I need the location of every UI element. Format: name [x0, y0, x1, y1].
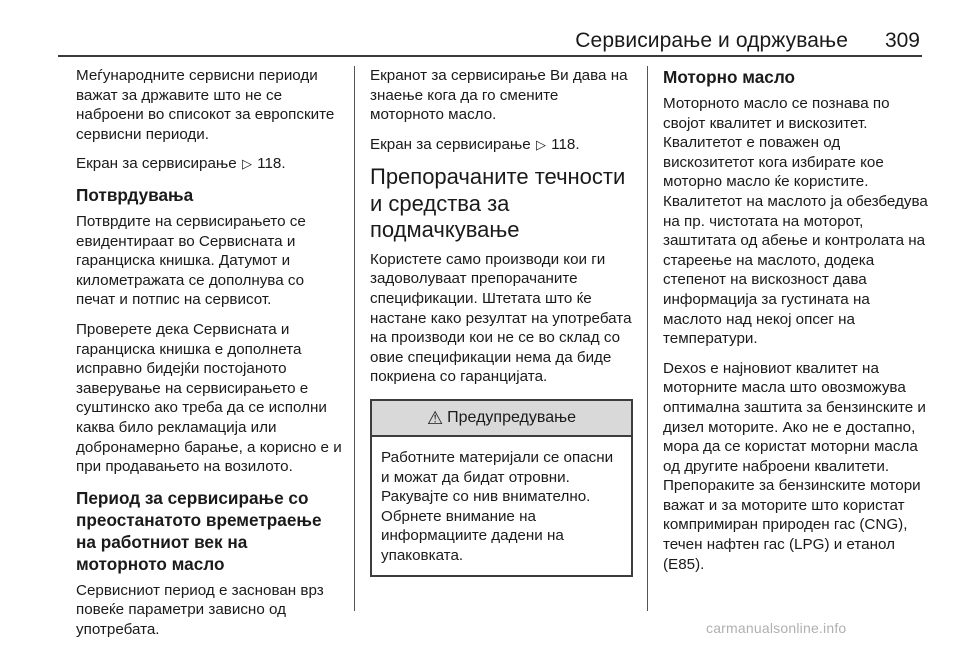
reference-label: Екран за сервисирање [76, 155, 237, 173]
service-screen-paragraph: Екранот за сервисирање Ви дава на знаење кога да го смените моторното масло. [370, 67, 628, 124]
heading-recommended-fluids: Препорачаните течности и средства за подмачкување [370, 164, 626, 243]
column-left [76, 66, 342, 649]
engine-oil-paragraph-1: Моторното масло се познава по својот квалитет и вискозитет. Квалитетот е поважен од вискозитетот кога избирате кое моторно масло ќе користите. Квалитетот на маслото ја обезбедува на пр. чистотата на моторот, заштитата од абење и контролата на стареење на маслото, додека степенот на вискозност дава информација за густината на маслото над некој опсег на температури. [663, 95, 928, 348]
column-divider-right [647, 66, 648, 611]
warning-title: Предупредување [447, 409, 576, 427]
intro-paragraph: Меѓународните сервисни периоди важат за државите што не се наброени во списокот за европските сервисни периоди. [76, 67, 335, 143]
watermark: carmanualsonline.info [706, 620, 847, 636]
column-divider-left [354, 66, 355, 611]
confirmations-paragraph-2: Проверете дека Сервисната и гаранциска книшка е дополнета исправно бидејќи постојаното заверување на сервисирањето е суштинско ако треба да се исполни каква било рекламација или добронамерно барање, а корисно е и при продавањето на возилото. [76, 320, 342, 476]
page-reference-arrow-icon: ▷ [535, 136, 546, 152]
service-screen-reference-2[interactable] [370, 135, 632, 155]
warning-box [370, 399, 633, 577]
reference-page: 118. [257, 155, 286, 173]
reference-label: Екран за сервисирање [370, 135, 531, 153]
heading-service-period: Период за сервисирање со преостанатото времетраење на работниот век на моторното масло [76, 487, 322, 574]
confirmations-paragraph-1: Потврдите на сервисирањето се евидентираат во Сервисната и гаранциска книшка. Датумот и километражата се дополнува со печат и потпис на сервисот. [76, 212, 306, 309]
column-right [663, 66, 929, 584]
service-period-paragraph: Сервисниот период е заснован врз повеќе параметри зависно од употребата. [76, 581, 324, 638]
warning-text: Работните материјали се опасни и можат да бидат отровни. Ракувајте со нив внимателно. Обрнете внимание на информациите дадени на упаковката. [381, 449, 614, 564]
header-title: Сервисирање и одржување [575, 29, 848, 52]
page-header [58, 27, 922, 57]
heading-engine-oil: Моторно масло [663, 67, 796, 87]
heading-confirmations: Потврдувања [76, 184, 194, 205]
warning-header [372, 401, 631, 437]
reference-page: 118. [551, 135, 580, 153]
page-number: 309 [884, 29, 920, 52]
service-screen-reference[interactable] [76, 154, 342, 174]
warning-triangle-icon: ⚠ [427, 408, 444, 429]
page-reference-arrow-icon: ▷ [241, 156, 252, 172]
recommended-fluids-paragraph: Користете само производи кои ги задоволуваат препорачаните спецификации. Штетата што ќе настане како резултат на употребата на производи кои не се во склад со овие спецификации нема да биде покриена со гаранцијата. [370, 250, 632, 386]
engine-oil-paragraph-2: Dexos е најновиот квалитет на моторните масла што овозможува оптимална заштита за бензинските и дизел моторите. Ако не е достапно, мора да се користат моторни масла од другите наброени квалитети. Препораките за бензинските мотори важат и за моторите што користат компримиран природен гас (CNG), течен нафтен гас (LPG) и етанол (E85). [663, 359, 926, 573]
column-middle [370, 66, 632, 577]
